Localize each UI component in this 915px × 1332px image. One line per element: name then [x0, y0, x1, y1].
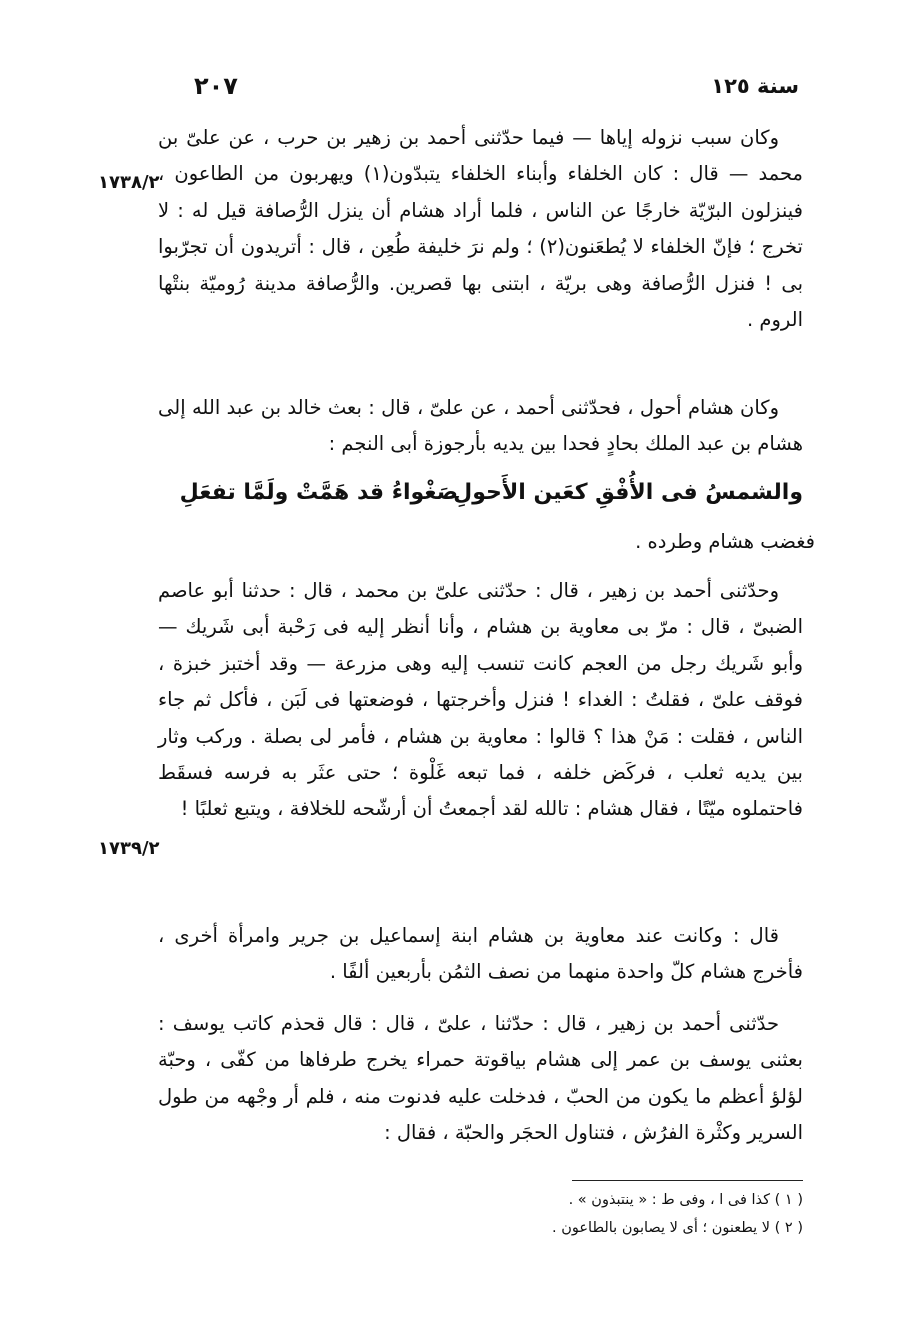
text-section-1	[158, 120, 803, 338]
text-section-5	[158, 1006, 803, 1152]
running-header-year: سنة ١٢٥	[711, 74, 799, 98]
verse-comment: فغضب هشام وطرده .	[635, 530, 815, 553]
paragraph: وكان هشام أحول ، فحدّثنى أحمد ، عن علىّ ، قال : بعث خالد بن عبد الله إلى هشام بن عبد الملك بحادٍ فحدا بين يديه بأرجوزة أبى النجم :	[158, 396, 803, 456]
text-section-2	[158, 390, 803, 463]
verse-hemistich: والشمسُ فى الأُفْقِ كعَين الأَحولِ	[453, 480, 803, 505]
margin-reference: ١٧٣٨/٢	[98, 172, 160, 193]
footnotes	[552, 1186, 803, 1242]
page-number: ٢٠٧	[194, 72, 238, 100]
paragraph: وكان سبب نزوله إياها — فيما حدّثنى أحمد بن زهير بن حرب ، عن علىّ بن محمد — قال : كان الخلفاء وأبناء الخلفاء يتبدّون(١) ويهربون من الطاعون ، فينزلون البرّيّة خارجًا عن الناس ، فلما أراد هشام أن ينزل الرُّصافة قيل له : لا تخرج ؛ فإنّ الخلفاء لا يُطعَنون(٢) ؛ ولم نرَ خليفة طُعِن ، قال : أتريدون أن تجرّبوا بى ! فنزل الرُّصافة وهى بريّة ، ابتنى بها قصرين. والرُّصافة مدينة رُوميّة بنتْها الروم .	[158, 126, 803, 332]
footnote-rule	[572, 1180, 803, 1181]
footnote: ( ٢ ) لا يطعنون ؛ أى لا يصابون بالطاعون .	[552, 1220, 803, 1236]
paragraph: حدّثنى أحمد بن زهير ، قال : حدّثنا ، علىّ ، قال : قال قحذم كاتب يوسف : بعثنى يوسف بن عمر إلى هشام بياقوتة حمراء يخرج طرفاها من كفّى ، وحبّة لؤلؤ أعظم ما يكون من الحبّ ، فدخلت عليه فدنوت منه ، فلم أر وجْهه من طول السرير وكثْرة الفرُش ، فتناول الحجَر والحبّة ، فقال :	[158, 1012, 803, 1145]
paragraph: قال : وكانت عند معاوية بن هشام ابنة إسماعيل بن جرير وامرأة أخرى ، فأخرج هشام كلّ واحدة منهما من نصف الثمُن بأربعين ألفًا .	[158, 924, 803, 984]
paragraph: وحدّثنى أحمد بن زهير ، قال : حدّثنى علىّ بن محمد ، قال : حدثنا أبو عاصم الضبىّ ، قال : مرّ بى معاوية بن هشام ، وأنا أنظر إليه فى رَحْبة أبى شَريك — وأبو شَريك رجل من العجم كانت تنسب إليه وهى مزرعة — وقد أختبز خبزة ، فوقف علىّ ، فقلتُ : الغداء ! فنزل وأخرجتها ، فوضعتها فى لَبَن ، فأكل ثم جاء الناس ، فقلت : مَنْ هذا ؟ قالوا : معاوية بن هشام ، فأمر لى بصلة . وركب وثار بين يديه ثعلب ، فركَض خلفه ، فما تبعه غَلْوة ؛ حتى عثَر به فرسه فسقَط فاحتملوه ميّتًا ، فقال هشام : تالله لقد أجمعتُ أن أرشّحه للخلافة ، ويتبع ثعلبًا !	[158, 579, 803, 821]
footnote: ( ١ ) كذا فى ا ، وفى ط : « ينتبذون » .	[568, 1192, 803, 1208]
text-section-4	[158, 918, 803, 991]
verse-hemistich: صَغْواءُ قد هَمَّتْ ولَمَّا تفعَلِ	[179, 480, 458, 505]
margin-reference: ١٧٣٩/٢	[98, 838, 160, 859]
text-section-3	[158, 573, 803, 828]
